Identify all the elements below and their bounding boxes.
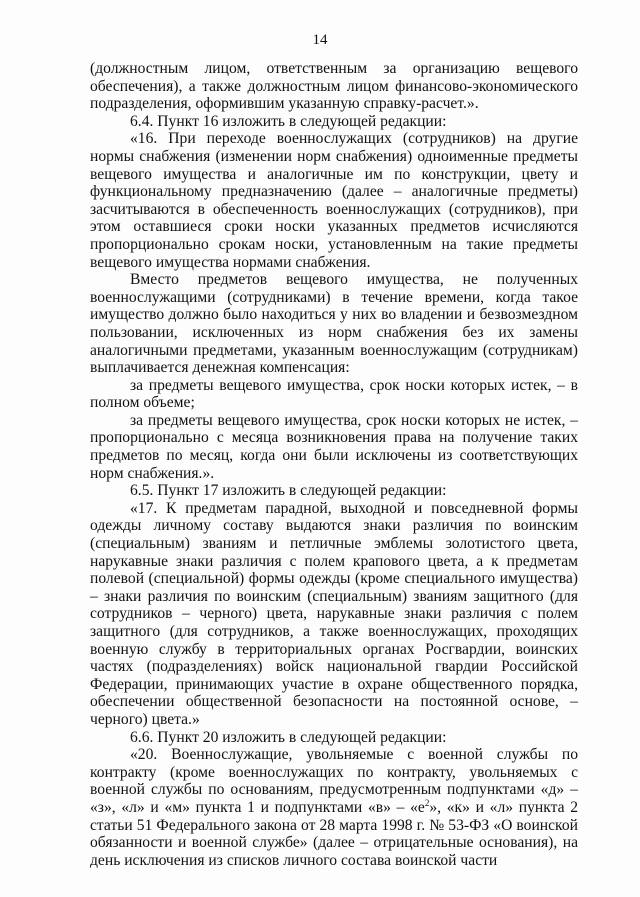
paragraph-text: «20. Военнослужащие, увольняемые с военной службы по контракту (кроме военнослужащих по контракту, увольняемых с военной службы по основаниям, предусмотренным подпунктами «д» – «з», «л» и «м» пункта 1 и подпунктами «в» – «е: [90, 746, 578, 816]
paragraph: Вместо предметов вещевого имущества, не полученных военнослужащими (сотрудниками) в течение времени, когда такое имущество должно было находиться у них во владении и безвозмездном пользовании, исключенных из норм снабжения без их замены аналогичными предметами, указанным военнослужащим (сотрудникам) выплачивается денежная компенсация:: [90, 271, 578, 377]
paragraph: за предметы вещевого имущества, срок носки которых не истек, – пропорционально с месяца возникновения права на получение таких предметов по месяц, когда они были исключены из соответствующих норм снабжения.».: [90, 411, 578, 482]
paragraph: [90, 746, 578, 869]
paragraph: 6.4. Пункт 16 изложить в следующей редакции:: [130, 112, 447, 130]
paragraph: «16. При переходе военнослужащих (сотрудников) на другие нормы снабжения (изменении норм снабжения) одноименные предметы вещевого имущества и аналогичные им по конструкции, цвету и функциональному предназначению (далее – аналогичные предметы) засчитываются в обеспеченность военнослужащих (сотрудников), при этом оставшиеся сроки носки указанных предметов исчисляются пропорционально срокам носки, установленным на такие предметы вещевого имущества нормами снабжения.: [90, 130, 578, 271]
paragraph-text: », «к» и «л» пункта 2 статьи 51 Федерального закона от 28 марта 1998 г. № 53-ФЗ «О воинской обязанности и военной службе» (далее – отрицательные основания), на день исключения из списков личного состава воинской части: [90, 798, 578, 869]
paragraph: «17. К предметам парадной, выходной и повседневной формы одежды личному составу выдаются знаки различия по воинским (специальным) званиям и петличные эмблемы золотистого цвета, нарукавные знаки различия с полем крапового цвета, а к предметам полевой (специальной) формы одежды (кроме специального имущества) – знаки различия по воинским (специальным) званиям защитного (для сотрудников – черного) цвета, нарукавные знаки различия с полем защитного (для сотрудников, а также военнослужащих, проходящих военную службу в территориальных органах Росгвардии, воинских частях (подразделениях) войск национальной гвардии Российской Федерации, принимающих участие в охране общественного порядка, обеспечении общественной безопасности на постоянной основе, – черного) цвета.»: [90, 499, 578, 728]
paragraph: (должностным лицом, ответственным за организацию вещевого обеспечения), а также должностным лицом финансово-экономического подразделения, оформившим указанную справку-расчет.».: [90, 60, 578, 113]
paragraph: 6.6. Пункт 20 изложить в следующей редакции:: [130, 728, 447, 746]
superscript: 2: [424, 797, 430, 808]
page-number: 14: [312, 32, 328, 48]
paragraph: 6.5. Пункт 17 изложить в следующей редакции:: [130, 482, 447, 500]
document-body: [90, 60, 578, 869]
paragraph: за предметы вещевого имущества, срок носки которых истек, – в полном объеме;: [90, 376, 578, 412]
